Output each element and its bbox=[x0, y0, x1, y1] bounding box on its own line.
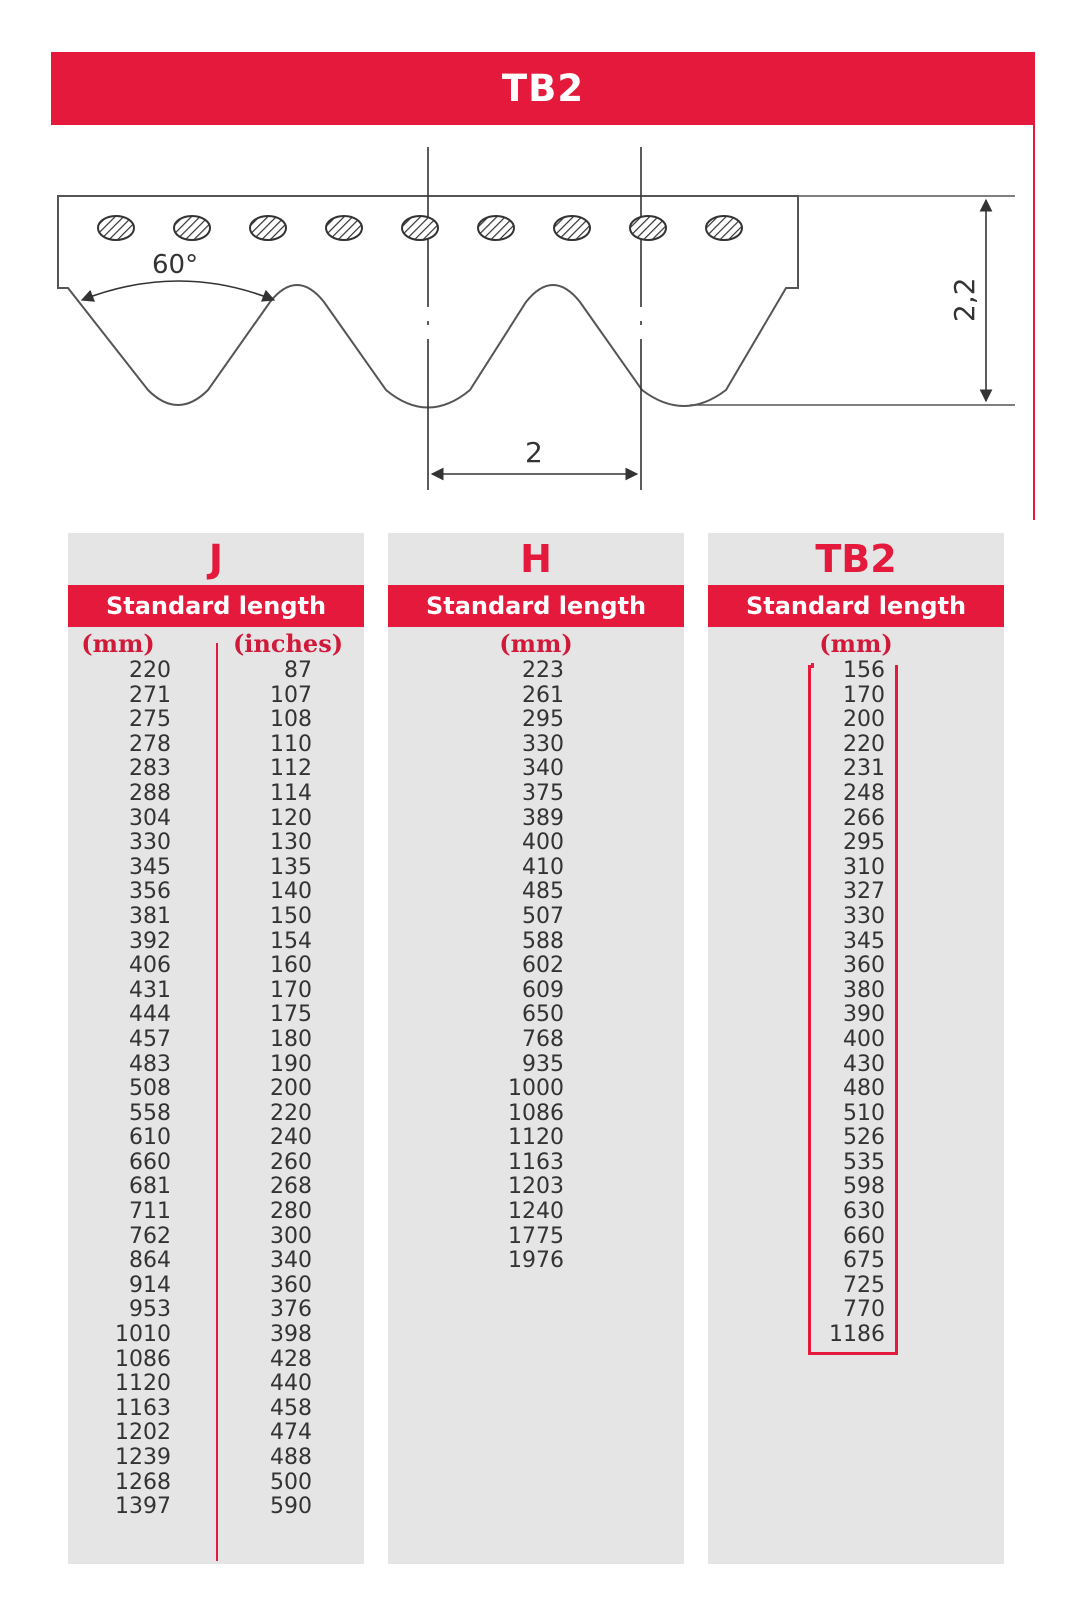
table-j-inch-values bbox=[248, 659, 312, 1520]
table-j-mm-value: 220 bbox=[129, 658, 171, 683]
table-j-mm-value: 1397 bbox=[115, 1494, 171, 1520]
table-tb2-mm-value: 380 bbox=[843, 977, 885, 1003]
tension-cord bbox=[326, 216, 362, 240]
table-h-mm-value: 295 bbox=[522, 707, 564, 733]
table-h-mm-value: 1120 bbox=[508, 1125, 564, 1151]
table-j-mm-value: 610 bbox=[129, 1125, 171, 1151]
table-h-mm-value: 1163 bbox=[508, 1149, 564, 1175]
table-tb2-mm-value: 770 bbox=[843, 1297, 885, 1323]
table-j-mm-value: 288 bbox=[129, 780, 171, 806]
table-tb2-mm-value: 360 bbox=[843, 953, 885, 979]
table-j-unit-mm: (mm) bbox=[81, 629, 155, 658]
table-j-inch-value: 154 bbox=[270, 928, 312, 954]
table-j-inch-value: 160 bbox=[270, 953, 312, 979]
table-tb2-mm-value: 535 bbox=[843, 1149, 885, 1175]
table-j-inch-value: 108 bbox=[270, 707, 312, 733]
table-tb2-title: TB2 bbox=[815, 537, 897, 581]
table-j-inch-value: 114 bbox=[270, 780, 312, 806]
table-j-mm-value: 1202 bbox=[115, 1420, 171, 1446]
table-tb2-mm-value: 660 bbox=[843, 1223, 885, 1249]
table-j-inch-value: 190 bbox=[270, 1051, 312, 1077]
table-j-inch-value: 87 bbox=[284, 658, 312, 683]
table-j-mm-value: 864 bbox=[129, 1248, 171, 1274]
table-j-mm-value: 283 bbox=[129, 756, 171, 782]
tension-cord bbox=[98, 216, 134, 240]
table-j-title: J bbox=[208, 537, 224, 581]
table-j-unit-inches: (inches) bbox=[232, 629, 344, 658]
table-j-inch-value: 440 bbox=[270, 1371, 312, 1397]
table-j-mm-value: 304 bbox=[129, 805, 171, 831]
tension-cord bbox=[630, 216, 666, 240]
table-j-inch-value: 170 bbox=[270, 977, 312, 1003]
table-h-mm-value: 1086 bbox=[508, 1100, 564, 1126]
table-tb2-mm-value: 390 bbox=[843, 1002, 885, 1028]
table-tb2 bbox=[708, 533, 1004, 1564]
table-j-inch-value: 260 bbox=[270, 1149, 312, 1175]
angle-arc bbox=[82, 281, 274, 300]
table-j-bar: Standard length bbox=[68, 585, 364, 627]
table-h-mm-value: 1203 bbox=[508, 1174, 564, 1200]
table-j-mm-value: 508 bbox=[129, 1076, 171, 1102]
table-j-mm-value: 660 bbox=[129, 1149, 171, 1175]
table-h-mm-value: 650 bbox=[522, 1002, 564, 1028]
table-tb2-mm-value: 327 bbox=[843, 879, 885, 905]
table-j-mm-value: 345 bbox=[129, 854, 171, 880]
table-tb2-mm-value: 480 bbox=[843, 1076, 885, 1102]
table-j-mm-value: 1010 bbox=[115, 1322, 171, 1348]
table-h-mm-value: 223 bbox=[522, 658, 564, 683]
table-tb2-mm-value: 430 bbox=[843, 1051, 885, 1077]
table-tb2-mm-value: 526 bbox=[843, 1125, 885, 1151]
table-h-title: H bbox=[520, 537, 552, 581]
tension-cord bbox=[478, 216, 514, 240]
table-h-mm-value: 602 bbox=[522, 953, 564, 979]
table-h-mm-value: 507 bbox=[522, 903, 564, 929]
tension-cord bbox=[174, 216, 210, 240]
table-j-inch-value: 398 bbox=[270, 1322, 312, 1348]
table-h-unit-mm: (mm) bbox=[499, 629, 573, 658]
table-j-inch-value: 268 bbox=[270, 1174, 312, 1200]
table-h-mm-value: 340 bbox=[522, 756, 564, 782]
table-tb2-mm-value: 200 bbox=[843, 707, 885, 733]
table-j-inch-value: 200 bbox=[270, 1076, 312, 1102]
table-j-mm-value: 392 bbox=[129, 928, 171, 954]
table-j-mm-value: 1268 bbox=[115, 1469, 171, 1495]
table-j-inch-value: 220 bbox=[270, 1100, 312, 1126]
belt-profile-diagram bbox=[0, 140, 1079, 510]
table-j bbox=[68, 533, 364, 1564]
page-title: TB2 bbox=[501, 67, 585, 110]
table-j-inch-value: 340 bbox=[270, 1248, 312, 1274]
table-j-mm-value: 762 bbox=[129, 1223, 171, 1249]
tension-cord bbox=[250, 216, 286, 240]
height-label: 2,2 bbox=[948, 277, 981, 322]
table-h-mm-values bbox=[498, 659, 564, 1274]
table-j-mm-value: 431 bbox=[129, 977, 171, 1003]
tension-cords bbox=[98, 216, 742, 240]
table-j-inch-value: 140 bbox=[270, 879, 312, 905]
table-tb2-mm-values bbox=[818, 659, 885, 1348]
table-tb2-mm-value: 220 bbox=[843, 731, 885, 757]
table-h-mm-value: 1240 bbox=[508, 1199, 564, 1225]
table-h-mm-value: 588 bbox=[522, 928, 564, 954]
table-h-mm-value: 1000 bbox=[508, 1076, 564, 1102]
table-j-inch-value: 130 bbox=[270, 830, 312, 856]
table-tb2-mm-value: 345 bbox=[843, 928, 885, 954]
table-j-mm-value: 444 bbox=[129, 1002, 171, 1028]
table-h-bar: Standard length bbox=[388, 585, 684, 627]
table-tb2-mm-value: 266 bbox=[843, 805, 885, 831]
tension-cord bbox=[554, 216, 590, 240]
table-j-mm-value: 406 bbox=[129, 953, 171, 979]
table-tb2-mm-value: 1186 bbox=[829, 1322, 885, 1348]
table-j-inch-value: 360 bbox=[270, 1272, 312, 1298]
tension-cord bbox=[402, 216, 438, 240]
table-j-mm-value: 356 bbox=[129, 879, 171, 905]
table-tb2-mm-value: 725 bbox=[843, 1272, 885, 1298]
table-h-mm-value: 768 bbox=[522, 1026, 564, 1052]
table-h-mm-value: 485 bbox=[522, 879, 564, 905]
title-banner bbox=[51, 52, 1035, 125]
table-j-inch-value: 180 bbox=[270, 1026, 312, 1052]
table-tb2-mm-value: 598 bbox=[843, 1174, 885, 1200]
table-tb2-mm-value: 231 bbox=[843, 756, 885, 782]
table-j-inch-value: 112 bbox=[270, 756, 312, 782]
table-j-mm-value: 275 bbox=[129, 707, 171, 733]
table-tb2-mm-value: 675 bbox=[843, 1248, 885, 1274]
table-tb2-mm-value: 170 bbox=[843, 682, 885, 708]
table-h-mm-value: 389 bbox=[522, 805, 564, 831]
table-j-mm-value: 330 bbox=[129, 830, 171, 856]
table-j-mm-value: 278 bbox=[129, 731, 171, 757]
table-j-inch-value: 300 bbox=[270, 1223, 312, 1249]
table-j-mm-value: 914 bbox=[129, 1272, 171, 1298]
angle-label: 60° bbox=[152, 250, 199, 280]
table-tb2-mm-value: 310 bbox=[843, 854, 885, 880]
table-tb2-mm-value: 510 bbox=[843, 1100, 885, 1126]
table-j-inch-value: 110 bbox=[270, 731, 312, 757]
table-h-mm-value: 410 bbox=[522, 854, 564, 880]
table-j-mm-value: 558 bbox=[129, 1100, 171, 1126]
table-j-mm-value: 381 bbox=[129, 903, 171, 929]
table-h-mm-value: 1775 bbox=[508, 1223, 564, 1249]
table-j-mm-values bbox=[108, 659, 171, 1520]
table-j-mm-value: 1120 bbox=[115, 1371, 171, 1397]
table-h-mm-value: 935 bbox=[522, 1051, 564, 1077]
pitch-label: 2 bbox=[525, 436, 543, 469]
table-j-mm-value: 681 bbox=[129, 1174, 171, 1200]
table-j-inch-value: 120 bbox=[270, 805, 312, 831]
table-tb2-bar: Standard length bbox=[708, 585, 1004, 627]
table-j-mm-value: 711 bbox=[129, 1199, 171, 1225]
table-j-mm-value: 483 bbox=[129, 1051, 171, 1077]
table-tb2-mm-value: 156 bbox=[843, 658, 885, 683]
table-tb2-unit-mm: (mm) bbox=[819, 629, 893, 658]
table-j-inch-value: 428 bbox=[270, 1346, 312, 1372]
table-j-inch-value: 107 bbox=[270, 682, 312, 708]
table-j-inch-value: 376 bbox=[270, 1297, 312, 1323]
table-j-mm-value: 271 bbox=[129, 682, 171, 708]
table-j-inch-value: 240 bbox=[270, 1125, 312, 1151]
table-tb2-mm-value: 330 bbox=[843, 903, 885, 929]
table-j-inch-value: 135 bbox=[270, 854, 312, 880]
table-h-mm-value: 609 bbox=[522, 977, 564, 1003]
table-j-inch-value: 590 bbox=[270, 1494, 312, 1520]
table-h-mm-value: 261 bbox=[522, 682, 564, 708]
table-tb2-mm-value: 248 bbox=[843, 780, 885, 806]
table-j-mm-value: 1086 bbox=[115, 1346, 171, 1372]
table-j-mm-value: 1239 bbox=[115, 1445, 171, 1470]
table-h-mm-value: 330 bbox=[522, 731, 564, 757]
table-j-inch-value: 175 bbox=[270, 1002, 312, 1028]
table-tb2-mm-value: 295 bbox=[843, 830, 885, 856]
table-tb2-mm-value: 630 bbox=[843, 1199, 885, 1225]
table-j-mm-value: 953 bbox=[129, 1297, 171, 1323]
table-j-inch-value: 458 bbox=[270, 1395, 312, 1421]
table-j-divider bbox=[216, 643, 218, 1561]
tension-cord bbox=[706, 216, 742, 240]
table-j-inch-value: 280 bbox=[270, 1199, 312, 1225]
table-j-mm-value: 1163 bbox=[115, 1395, 171, 1421]
table-j-mm-value: 457 bbox=[129, 1026, 171, 1052]
table-j-inch-value: 150 bbox=[270, 903, 312, 929]
table-j-inch-value: 474 bbox=[270, 1420, 312, 1446]
table-h-mm-value: 375 bbox=[522, 780, 564, 806]
table-tb2-mm-value: 400 bbox=[843, 1026, 885, 1052]
table-h-mm-value: 1976 bbox=[508, 1248, 564, 1274]
table-h-mm-value: 400 bbox=[522, 830, 564, 856]
table-j-inch-value: 488 bbox=[270, 1445, 312, 1470]
table-j-inch-value: 500 bbox=[270, 1469, 312, 1495]
table-h bbox=[388, 533, 684, 1564]
